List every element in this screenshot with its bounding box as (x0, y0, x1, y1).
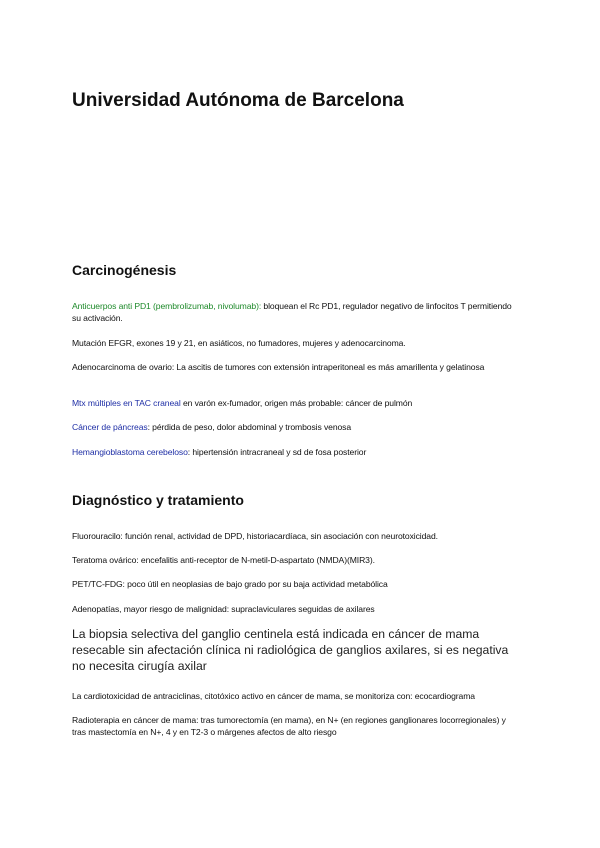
highlight-anti-pd1: Anticuerpos anti PD1 (pembrolizumab, nivolumab): (72, 301, 262, 311)
section-heading-carcinogenesis: Carcinogénesis (72, 262, 177, 278)
paragraph-pet: PET/TC-FDG: poco útil en neoplasias de bajo grado por su baja actividad metabólica (72, 579, 388, 589)
paragraph-text: : hipertensión intracraneal y sd de fosa posterior (187, 447, 367, 457)
paragraph-radioterapia: Radioterapia en cáncer de mama: tras tumorectomía (en mama), en N+ (en regiones ganglionares locorregionales) y tras mastectomía en N+, 4 y en T2-3 o márgenes afectos de alto riesgo (72, 715, 506, 737)
paragraph-cardiotoxicidad: La cardiotoxicidad de antraciclinas, citotóxico activo en cáncer de mama, se monitoriza con: ecocardiograma (72, 691, 475, 701)
paragraph-adenopatias: Adenopatías, mayor riesgo de malignidad: supraclaviculares seguidas de axilares (72, 604, 375, 614)
paragraph-teratoma: Teratoma ovárico: encefalitis anti-receptor de N-metil-D-aspartato (NMDA)(MIR3). (72, 555, 375, 565)
section-heading-diagnostico: Diagnóstico y tratamiento (72, 492, 244, 508)
paragraph-text: en varón ex-fumador, origen más probable: cáncer de pulmón (180, 398, 413, 408)
paragraph-ovary: Adenocarcinoma de ovario: La ascitis de tumores con extensión intraperitoneal es más amarillenta y gelatinosa (72, 362, 485, 372)
paragraph-pancreas (72, 421, 512, 433)
paragraph-anti-pd1 (72, 300, 512, 324)
paragraph-text: bloquean el Rc PD1, regulador negativo de linfocitos T permitiendo su activación. (72, 301, 512, 323)
paragraph-biopsia: La biopsia selectiva del ganglio centinela está indicada en cáncer de mama resecable sin afectación clínica ni radiológica de ganglios axilares, si es negativa no necesita cirugía axilar (72, 627, 509, 673)
paragraph-egfr: Mutación EFGR, exones 19 y 21, en asiáticos, no fumadores, mujeres y adenocarcinoma. (72, 338, 406, 348)
paragraph-text: : pérdida de peso, dolor abdominal y trombosis venosa (147, 422, 352, 432)
paragraph-mtx (72, 397, 512, 409)
highlight-pancreas: Cáncer de páncreas (72, 422, 148, 432)
highlight-mtx: Mtx múltiples en TAC craneal (72, 398, 181, 408)
highlight-hemangioblastoma: Hemangioblastoma cerebeloso (72, 447, 188, 457)
paragraph-fluorouracilo: Fluorouracilo: función renal, actividad de DPD, historiacardíaca, sin asociación con neurotoxicidad. (72, 531, 438, 541)
paragraph-hemangioblastoma (72, 446, 512, 458)
document-title: Universidad Autónoma de Barcelona (72, 90, 404, 111)
